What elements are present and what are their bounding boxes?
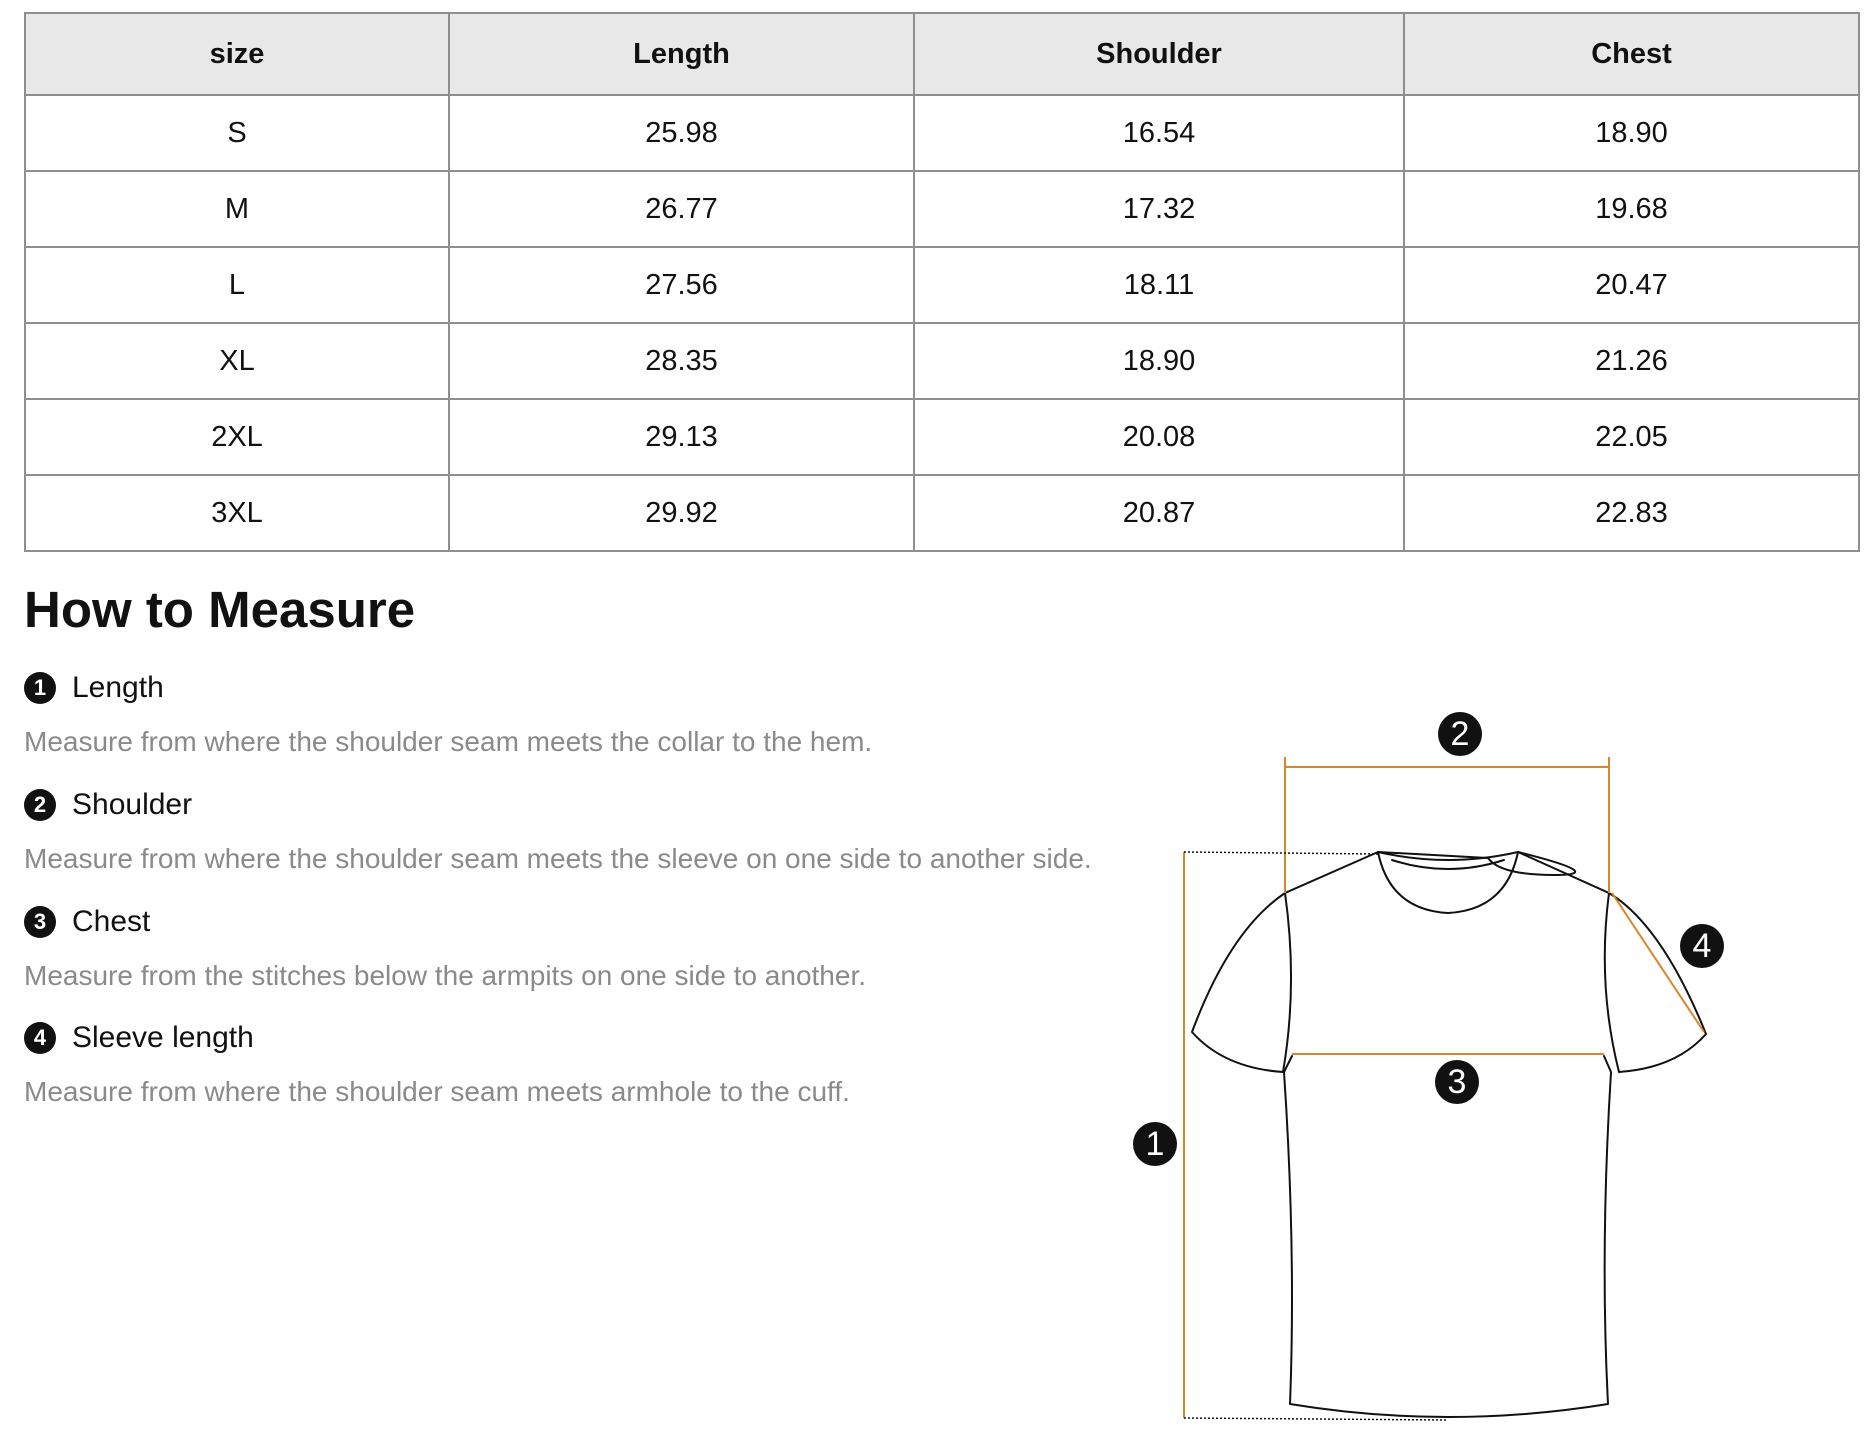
cell-length: 25.98 (449, 95, 914, 171)
cell-chest: 21.26 (1404, 323, 1859, 399)
cell-shoulder: 16.54 (914, 95, 1404, 171)
cell-size: L (25, 247, 449, 323)
step-label: Shoulder (72, 788, 193, 821)
cell-shoulder: 18.11 (914, 247, 1404, 323)
cell-size: 2XL (25, 399, 449, 475)
cell-length: 29.92 (449, 475, 914, 551)
cell-size: M (25, 171, 449, 247)
body-icon (1284, 1056, 1611, 1417)
collar-icon (1378, 852, 1518, 860)
cell-chest: 22.05 (1404, 399, 1859, 475)
header-size: size (25, 13, 449, 95)
header-chest: Chest (1404, 13, 1859, 95)
cell-chest: 18.90 (1404, 95, 1859, 171)
cell-size: S (25, 95, 449, 171)
cell-size: XL (25, 323, 449, 399)
left-sleeve-icon (1192, 893, 1291, 1072)
number-badge-icon: 1 (24, 672, 56, 704)
cell-shoulder: 17.32 (914, 171, 1404, 247)
cell-length: 28.35 (449, 323, 914, 399)
marker-2-icon: 2 (1438, 712, 1482, 756)
step-description: Measure from the stitches below the armpits on one side to another. (24, 960, 867, 991)
cell-chest: 19.68 (1404, 171, 1859, 247)
cell-shoulder: 20.87 (914, 475, 1404, 551)
how-to-measure-title: How to Measure (24, 581, 416, 638)
number-badge-icon: 2 (24, 789, 56, 821)
cell-length: 26.77 (449, 171, 914, 247)
shoulder-line-icon (1285, 852, 1609, 893)
cell-chest: 22.83 (1404, 475, 1859, 551)
step-label: Length (72, 671, 164, 704)
step-label: Chest (72, 905, 151, 938)
step-description: Measure from where the shoulder seam meets armhole to the cuff. (24, 1076, 850, 1107)
header-length: Length (449, 13, 914, 95)
step-label: Sleeve length (72, 1021, 254, 1054)
step-description: Measure from where the shoulder seam meets the sleeve on one side to another side. (24, 843, 1092, 874)
cell-length: 27.56 (449, 247, 914, 323)
cell-shoulder: 20.08 (914, 399, 1404, 475)
marker-4-icon: 4 (1680, 924, 1724, 968)
right-sleeve-icon (1605, 893, 1706, 1072)
step-description: Measure from where the shoulder seam meets the collar to the hem. (24, 726, 873, 757)
cell-shoulder: 18.90 (914, 323, 1404, 399)
marker-1-icon: 1 (1133, 1122, 1177, 1166)
number-badge-icon: 4 (24, 1022, 56, 1054)
cell-size: 3XL (25, 475, 449, 551)
number-badge-icon: 3 (24, 906, 56, 938)
cell-chest: 20.47 (1404, 247, 1859, 323)
marker-3-icon: 3 (1435, 1060, 1479, 1104)
header-shoulder: Shoulder (914, 13, 1404, 95)
cell-length: 29.13 (449, 399, 914, 475)
